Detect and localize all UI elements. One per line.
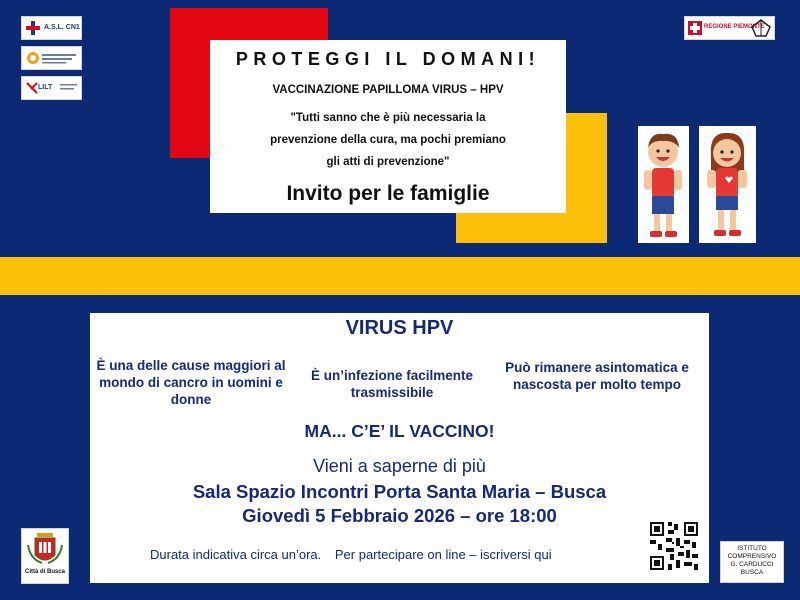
- regione-logo-text: REGIONE PIEMONTE: [704, 24, 765, 30]
- girl-illustration: [699, 126, 756, 243]
- busca-crest-icon: [22, 529, 68, 569]
- lilt-subtext-mark: [60, 83, 78, 93]
- school-logo: [720, 541, 784, 583]
- busca-crest: [21, 528, 69, 584]
- virus-heading: VIRUS HPV: [345, 317, 454, 339]
- asl-cross-icon: [25, 20, 41, 36]
- quote: [230, 107, 546, 173]
- lilt-logo: [21, 76, 82, 100]
- sostegno-logo: [21, 46, 82, 70]
- quote-line: gli atti di prevenzione": [326, 156, 450, 168]
- lilt-logo-text: LILT: [38, 84, 53, 91]
- sostegno-text-mark: [42, 52, 78, 64]
- school-name-line: ISTITUTO: [737, 545, 767, 552]
- regione-emblem-icon: [688, 21, 702, 35]
- duration-text: Durata indicativa circa un’ora.: [150, 547, 322, 562]
- lilt-emblem-icon: [25, 81, 39, 95]
- network-logo-icon: [751, 19, 771, 37]
- online-registration-link[interactable]: Per partecipare on line – iscriversi qui: [334, 547, 552, 562]
- school-name-line: G. CARDUCCI: [730, 561, 774, 568]
- sostegno-emblem-icon: [26, 51, 40, 65]
- info-panel: [90, 313, 709, 583]
- qr-code-icon: [648, 520, 700, 572]
- fact-item: È un’infezione facilmente trasmissibile: [310, 368, 474, 400]
- school-name-line: BUSCA: [740, 569, 764, 576]
- quote-line: prevenzione della cura, ma pochi premiano: [270, 134, 506, 146]
- boy-illustration: [638, 126, 689, 243]
- asl-logo: [21, 16, 82, 40]
- page-title: PROTEGGI IL DOMANI!: [235, 49, 541, 69]
- event-venue: Sala Spazio Incontri Porta Santa Maria – Busca: [192, 481, 607, 502]
- footer-note: [150, 547, 562, 562]
- fact-item: È una delle cause maggiori al mondo di cancro in uomini e donne: [96, 358, 286, 407]
- fact-item: Può rimanere asintomatica e nascosta per molto tempo: [505, 360, 689, 392]
- school-name-line: COMPRENSIVO: [727, 553, 777, 560]
- asl-logo-text: A.S.L. CN1: [44, 24, 80, 31]
- campaign-subtitle: VACCINAZIONE PAPILLOMA VIRUS – HPV: [272, 84, 504, 96]
- title-card: [210, 40, 566, 213]
- yellow-band: [0, 257, 800, 295]
- regione-piemonte-logo: [684, 16, 775, 40]
- school-name: [721, 542, 783, 577]
- vaccine-heading: MA... C’E’ IL VACCINO!: [304, 421, 495, 441]
- qr-code[interactable]: [648, 520, 700, 572]
- learn-more-text: Vieni a saperne di più: [313, 456, 486, 476]
- busca-crest-text: Città di Busca: [24, 569, 65, 575]
- event-date: Giovedì 5 Febbraio 2026 – ore 18:00: [242, 505, 557, 526]
- invite-heading: Invito per le famiglie: [286, 182, 490, 205]
- quote-line: "Tutti sanno che è più necessaria la: [290, 112, 486, 124]
